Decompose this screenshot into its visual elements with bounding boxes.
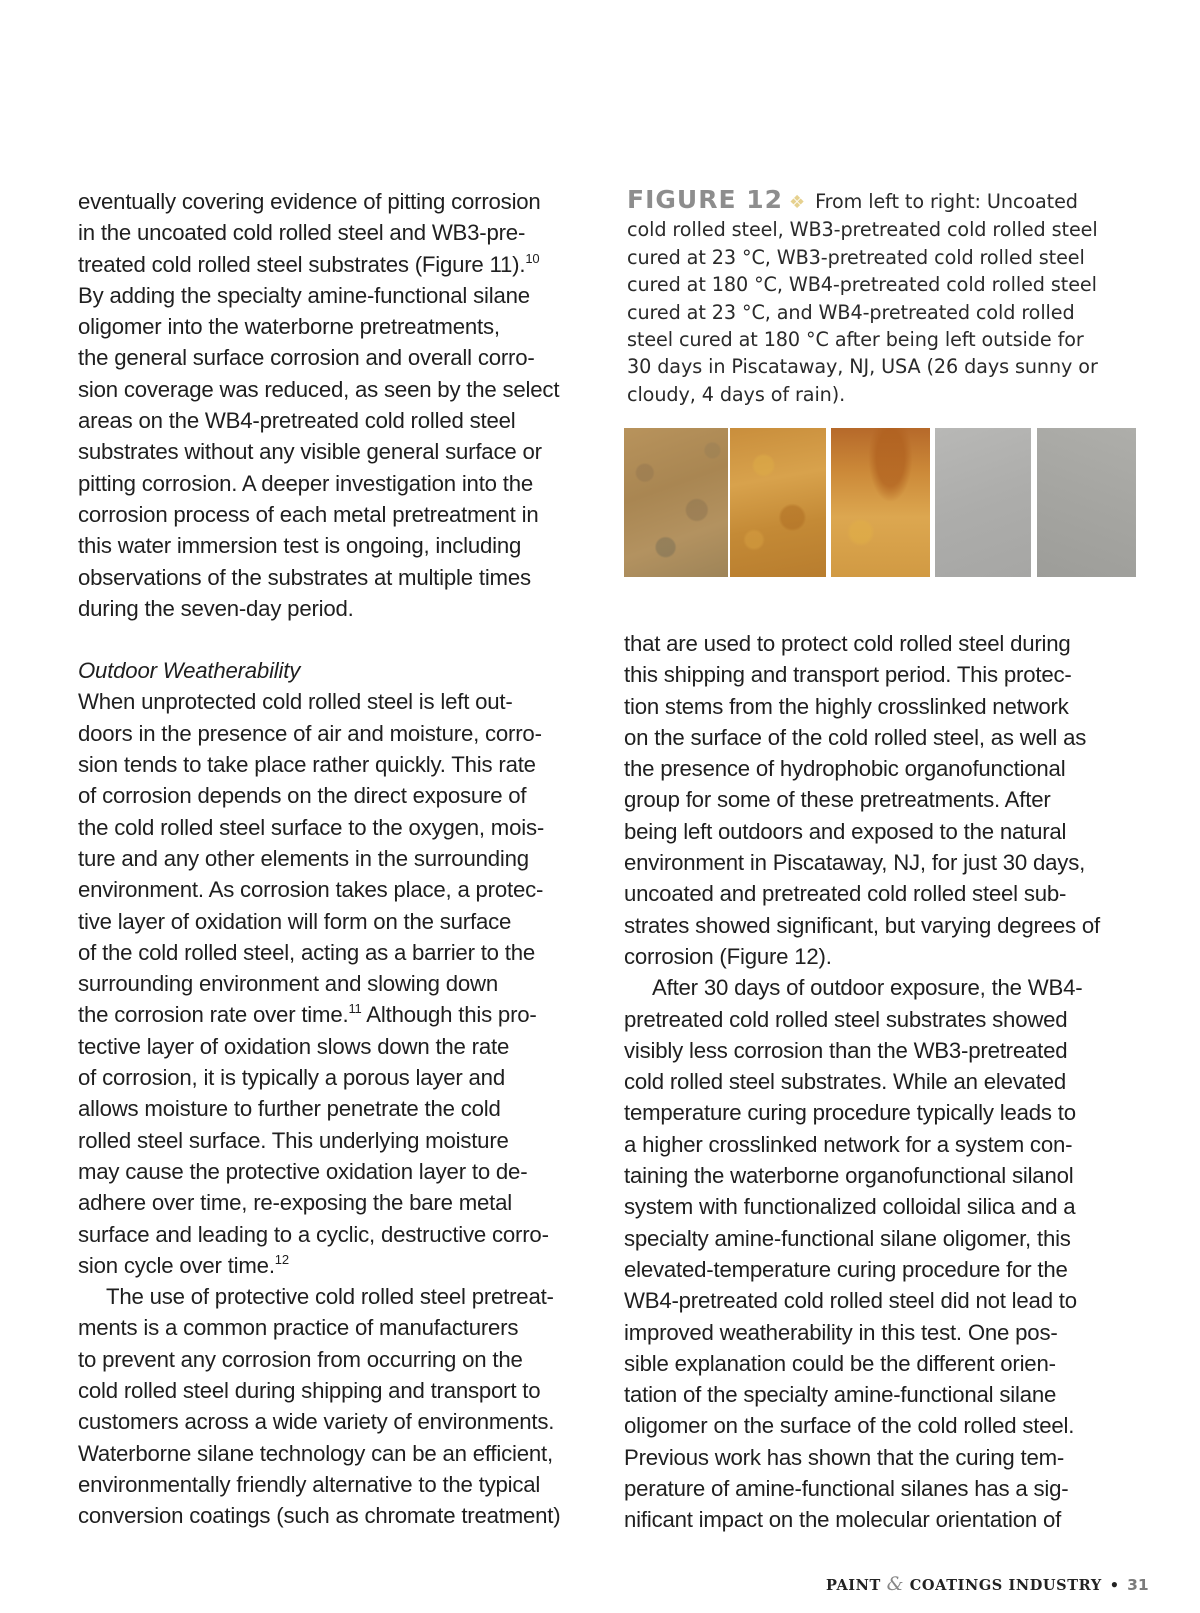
text-line: in the uncoated cold rolled steel and WB3-pre- — [78, 220, 526, 246]
text-line: sion coverage was reduced, as seen by the select — [78, 376, 560, 402]
exposure-paragraph — [624, 972, 1144, 1535]
text-line: areas on the WB4-pretreated cold rolled steel — [78, 408, 516, 434]
caption-line: cured at 23 °C, WB3-pretreated cold rolled steel — [627, 245, 1085, 269]
text-line: environment. As corrosion takes place, a protec- — [78, 877, 544, 903]
text-line: tive layer of oxidation will form on the surface — [78, 908, 512, 934]
text-line: taining the waterborne organofunctional silanol — [624, 1163, 1074, 1189]
text-line: By adding the specialty amine-functional silane — [78, 282, 530, 308]
text-line: rolled steel surface. This underlying moisture — [78, 1127, 509, 1153]
right-column — [624, 628, 1144, 1536]
panel-wb4-180c — [1037, 428, 1136, 577]
text-line: the cold rolled steel surface to the oxygen, mois- — [78, 814, 545, 840]
text-line: group for some of these pretreatments. After — [624, 787, 1051, 813]
text-line: oligomer into the waterborne pretreatments, — [78, 314, 500, 340]
left-column — [78, 186, 598, 1531]
text-line: the corrosion rate over time.$^{11}$ Although this pro- — [78, 1001, 537, 1028]
text-line: WB4-pretreated cold rolled steel did not lead to — [624, 1288, 1077, 1314]
text-line: corrosion (Figure 12). — [624, 943, 832, 969]
diamond-icon: ❖ — [789, 192, 806, 213]
text-line: allows moisture to further penetrate the cold — [78, 1096, 501, 1122]
caption-line: cured at 180 °C, WB4-pretreated cold rolled steel — [627, 273, 1097, 297]
text-line: After 30 days of outdoor exposure, the WB4- — [652, 975, 1083, 1001]
text-line: system with functionalized colloidal silica and a — [624, 1194, 1076, 1220]
text-line: improved weatherability in this test. One pos- — [624, 1319, 1058, 1345]
protection-paragraph — [624, 628, 1144, 972]
reference-superscript: 12 — [274, 1251, 289, 1267]
text-line: pitting corrosion. A deeper investigation into the — [78, 470, 534, 496]
text-line: a higher crosslinked network for a system con- — [624, 1131, 1073, 1157]
ampersand: & — [886, 1573, 905, 1595]
text-line: eventually covering evidence of pitting corrosion — [78, 189, 541, 214]
text-line: When unprotected cold rolled steel is left out- — [78, 689, 513, 715]
caption-line: steel cured at 180 °C after being left outside for — [627, 328, 1084, 352]
text-line: temperature curing procedure typically leads to — [624, 1100, 1076, 1126]
text-line: adhere over time, re-exposing the bare metal — [78, 1190, 512, 1216]
text-line: during the seven-day period. — [78, 595, 354, 621]
reference-superscript: 10 — [525, 250, 540, 266]
text-line: uncoated and pretreated cold rolled steel sub- — [624, 881, 1067, 907]
panel-wb3-23c — [730, 428, 826, 577]
intro-paragraph — [78, 186, 598, 624]
text-line: environmentally friendly alternative to the typical — [78, 1471, 541, 1497]
text-line: oligomer on the surface of the cold rolled steel. — [624, 1413, 1075, 1439]
pretreatment-paragraph — [78, 1281, 598, 1531]
panel-wb3-180c — [831, 428, 930, 577]
caption-line: cold rolled steel, WB3-pretreated cold rolled steel — [627, 218, 1098, 242]
text-line: to prevent any corrosion from occurring on the — [78, 1346, 523, 1372]
text-line: sible explanation could be the different orien- — [624, 1350, 1056, 1376]
text-line: perature of amine-functional silanes has a sig- — [624, 1476, 1069, 1502]
text-line: ture and any other elements in the surrounding — [78, 845, 529, 871]
text-line: sion tends to take place rather quickly. This rate — [78, 752, 536, 778]
weatherability-paragraph — [78, 686, 598, 1281]
text-line: doors in the presence of air and moisture, corro- — [78, 720, 542, 746]
text-line: The use of protective cold rolled steel pretreat- — [106, 1284, 554, 1310]
text-line: being left outdoors and exposed to the natural — [624, 818, 1067, 844]
footer-separator: • — [1109, 1577, 1120, 1594]
text-line: visibly less corrosion than the WB3-pretreated — [624, 1037, 1068, 1063]
text-line: ments is a common practice of manufacturers — [78, 1315, 519, 1341]
figure-caption — [627, 186, 1147, 408]
text-line: tation of the specialty amine-functional silane — [624, 1382, 1057, 1408]
page-footer — [826, 1573, 1149, 1597]
panel-wb4-23c — [935, 428, 1031, 577]
text-line: observations of the substrates at multiple times — [78, 564, 531, 590]
text-line: of the cold rolled steel, acting as a barrier to the — [78, 939, 536, 965]
text-line: substrates without any visible general surface or — [78, 439, 542, 465]
text-line: the general surface corrosion and overall corro- — [78, 345, 535, 371]
text-line: this water immersion test is ongoing, including — [78, 533, 522, 559]
caption-first-line: FIGURE 12 ❖ From left to right: Uncoated — [627, 185, 1078, 214]
text-line: specialty amine-functional silane oligomer, this — [624, 1225, 1071, 1251]
text-line: Waterborne silane technology can be an efficient, — [78, 1440, 553, 1466]
text-line: Previous work has shown that the curing tem- — [624, 1444, 1065, 1470]
text-line: nificant impact on the molecular orientation of — [624, 1507, 1062, 1533]
text-line: of corrosion depends on the direct exposure of — [78, 783, 527, 809]
publication-name: PAINT & COATINGS INDUSTRY — [826, 1573, 1102, 1595]
text-line: corrosion process of each metal pretreatment in — [78, 501, 539, 527]
text-line: that are used to protect cold rolled steel during — [624, 631, 1071, 656]
reference-superscript: 11 — [348, 1001, 362, 1017]
text-line: the presence of hydrophobic organofunctional — [624, 756, 1066, 782]
text-line: strates showed significant, but varying degrees of — [624, 912, 1100, 938]
text-line: elevated-temperature curing procedure for the — [624, 1256, 1068, 1282]
text-line: tion stems from the highly crosslinked network — [624, 693, 1069, 719]
caption-line: cured at 23 °C, and WB4-pretreated cold rolled — [627, 300, 1075, 324]
panel-uncoated-steel — [624, 428, 728, 577]
text-line: customers across a wide variety of environments. — [78, 1409, 555, 1435]
text-line: cold rolled steel substrates. While an elevated — [624, 1069, 1066, 1095]
text-line: treated cold rolled steel substrates (Figure 11).$^{10}$ — [78, 250, 540, 277]
text-line: may cause the protective oxidation layer to de- — [78, 1158, 528, 1184]
text-line: cold rolled steel during shipping and transport to — [78, 1377, 541, 1403]
text-line: on the surface of the cold rolled steel, as well as — [624, 724, 1087, 750]
page-number: 31 — [1127, 1576, 1149, 1594]
text-line: conversion coatings (such as chromate treatment) — [78, 1503, 561, 1529]
text-line: tective layer of oxidation slows down the rate — [78, 1033, 510, 1059]
text-line: of corrosion, it is typically a porous layer and — [78, 1065, 505, 1091]
text-line: pretreated cold rolled steel substrates showed — [624, 1006, 1068, 1032]
figure-label: FIGURE 12 — [627, 185, 784, 214]
caption-line: 30 days in Piscataway, NJ, USA (26 days sunny or — [627, 355, 1098, 379]
text-line: surface and leading to a cyclic, destructive corro- — [78, 1221, 549, 1247]
caption-line: cloudy, 4 days of rain). — [627, 382, 846, 406]
text-line: surrounding environment and slowing down — [78, 971, 498, 997]
text-line: this shipping and transport period. This protec- — [624, 662, 1072, 688]
text-line: environment in Piscataway, NJ, for just 30 days, — [624, 850, 1086, 876]
section-heading: Outdoor Weatherability — [78, 658, 301, 684]
figure-12-image — [624, 428, 1136, 577]
text-line: sion cycle over time.$^{12}$ — [78, 1251, 289, 1278]
